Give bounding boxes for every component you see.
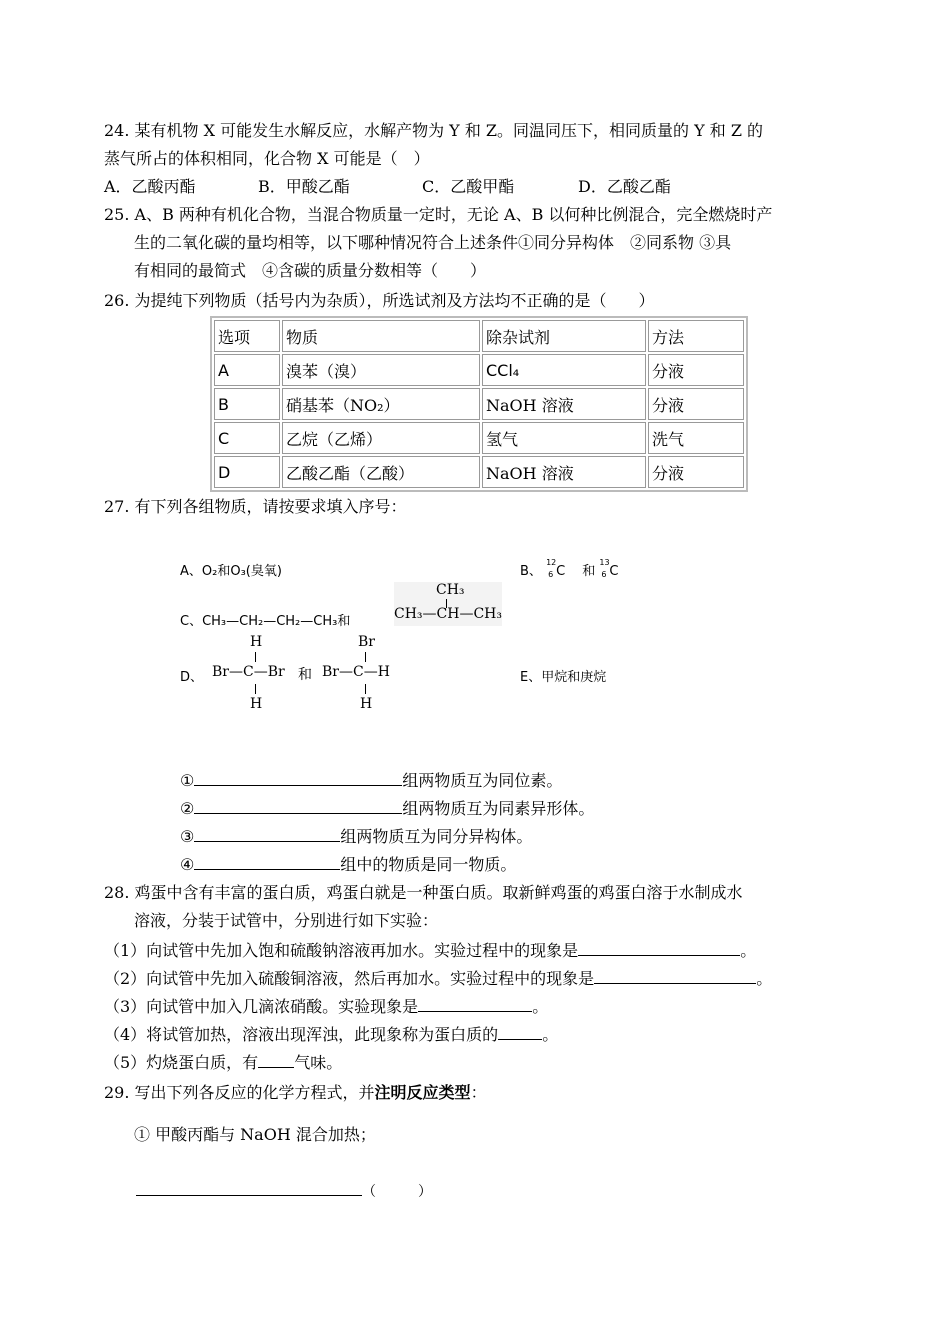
q24-option-c: C．乙酸甲酯 (422, 177, 515, 196)
figure-option-d-label: D、 (180, 670, 204, 685)
q24-option-b: B．甲酸乙酯 (258, 177, 350, 196)
q27-blank-line-2: ② 组两物质互为同素异形体。 (180, 799, 595, 818)
q26-line1: 26. 为提纯下列物质（括号内为杂质），所选试剂及方法均不正确的是（ ） (104, 291, 655, 310)
table-cell: 氢气 (482, 422, 646, 454)
table-header-cell: 物质 (282, 320, 480, 352)
table-cell: 分液 (648, 354, 744, 386)
table-header-cell: 方法 (648, 320, 744, 352)
answer-blank[interactable] (258, 1053, 294, 1068)
figure-option-a: A、O₂和O₃(臭氧) (180, 564, 282, 579)
q28-line1: 28. 鸡蛋中含有丰富的蛋白质，鸡蛋白就是一种蛋白质。取新鲜鸡蛋的鸡蛋白溶于水制成水 (104, 883, 743, 902)
q28-item-1: （1）向试管中先加入饱和硫酸钠溶液再加水。实验过程中的现象是 。 (104, 941, 757, 960)
table-header-row (214, 320, 744, 352)
answer-blank[interactable] (578, 941, 740, 956)
table-header-cell: 选项 (214, 320, 280, 352)
table-cell: 分液 (648, 388, 744, 420)
table-cell: 硝基苯（NO₂） (282, 388, 480, 420)
q29-line1: 29. 写出下列各反应的化学方程式，并注明反应类型： (104, 1083, 487, 1102)
table-row (214, 422, 744, 454)
q25-line3: 有相同的最简式 ④含碳的质量分数相等（ ） (134, 261, 487, 280)
answer-blank[interactable] (498, 1025, 542, 1040)
table-cell: NaOH 溶液 (482, 456, 646, 488)
table-header-cell: 除杂试剂 (482, 320, 646, 352)
q28-line2: 溶液，分装于试管中，分别进行如下实验： (134, 911, 439, 930)
q27-line1: 27. 有下列各组物质，请按要求填入序号： (104, 497, 407, 516)
q29-answer-line (136, 1180, 432, 1203)
reaction-type-blank[interactable]: （ ） (362, 1184, 432, 1200)
table-cell: 洗气 (648, 422, 744, 454)
figure-option-c: C、CH₃—CH₂—CH₂—CH₃和 (180, 614, 351, 629)
answer-blank[interactable] (194, 827, 340, 842)
table-cell: 乙酸乙酯（乙酸） (282, 456, 480, 488)
q29-subitem-1: ① 甲酸丙酯与 NaOH 混合加热； (134, 1125, 376, 1144)
dibromomethane-structures: H Br—C—Br H 和 Br Br—C—H H (212, 634, 390, 712)
q24-line2: 蒸气所占的体积相同，化合物 X 可能是（ ） (104, 149, 430, 168)
answer-blank[interactable] (194, 855, 340, 870)
answer-blank[interactable] (194, 771, 402, 786)
answer-blank[interactable] (418, 997, 532, 1012)
figure-option-e: E、甲烷和庚烷 (520, 670, 607, 685)
q25-line1: 25. A、B 两种有机化合物，当混合物质量一定时，无论 A、B 以何种比例混合，完全燃烧时产 (104, 205, 773, 224)
table-cell: 溴苯（溴） (282, 354, 480, 386)
table-cell: D (214, 456, 280, 488)
table-cell: A (214, 354, 280, 386)
answer-blank[interactable] (594, 969, 756, 984)
q24-option-a: A．乙酸丙酯 (104, 177, 196, 196)
table-cell: B (214, 388, 280, 420)
carbon-12-notation: 12 6 C (546, 557, 566, 579)
q28-item-5: （5）灼烧蛋白质，有 气味。 (104, 1053, 343, 1072)
figure-option-b: B、 12 6 C 和 13 6 C (520, 560, 631, 580)
table-cell: 分液 (648, 456, 744, 488)
q24-option-d: D．乙酸乙酯 (578, 177, 671, 196)
table-row (214, 388, 744, 420)
table-row (214, 354, 744, 386)
table-cell: C (214, 422, 280, 454)
table-cell: CCl₄ (482, 354, 646, 386)
q28-item-3: （3）向试管中加入几滴浓硝酸。实验现象是 。 (104, 997, 549, 1016)
q27-blank-line-4: ④ 组中的物质是同一物质。 (180, 855, 517, 874)
q25-line2: 生的二氧化碳的量均相等，以下哪种情况符合上述条件①同分异构体 ②同系物 ③具 (134, 233, 732, 252)
q27-blank-line-1: ① 组两物质互为同位素。 (180, 771, 563, 790)
q27-blank-line-3: ③ 组两物质互为同分异构体。 (180, 827, 533, 846)
q24-line1: 24. 某有机物 X 可能发生水解反应，水解产物为 Y 和 Z。同温同压下，相同质量的 Y 和 Z 的 (104, 121, 764, 140)
isobutane-structure: CH₃ CH₃—CH—CH₃ (394, 582, 502, 626)
q26-table (210, 316, 748, 492)
q28-item-4: （4）将试管加热，溶液出现浑浊，此现象称为蛋白质的 。 (104, 1025, 559, 1044)
table-row (214, 456, 744, 488)
answer-blank[interactable] (194, 799, 402, 814)
carbon-13-notation: 13 6 C (599, 557, 619, 579)
q28-item-2: （2）向试管中先加入硫酸铜溶液，然后再加水。实验过程中的现象是 。 (104, 969, 773, 988)
table-cell: 乙烷（乙烯） (282, 422, 480, 454)
table-cell: NaOH 溶液 (482, 388, 646, 420)
answer-blank[interactable] (136, 1181, 362, 1196)
